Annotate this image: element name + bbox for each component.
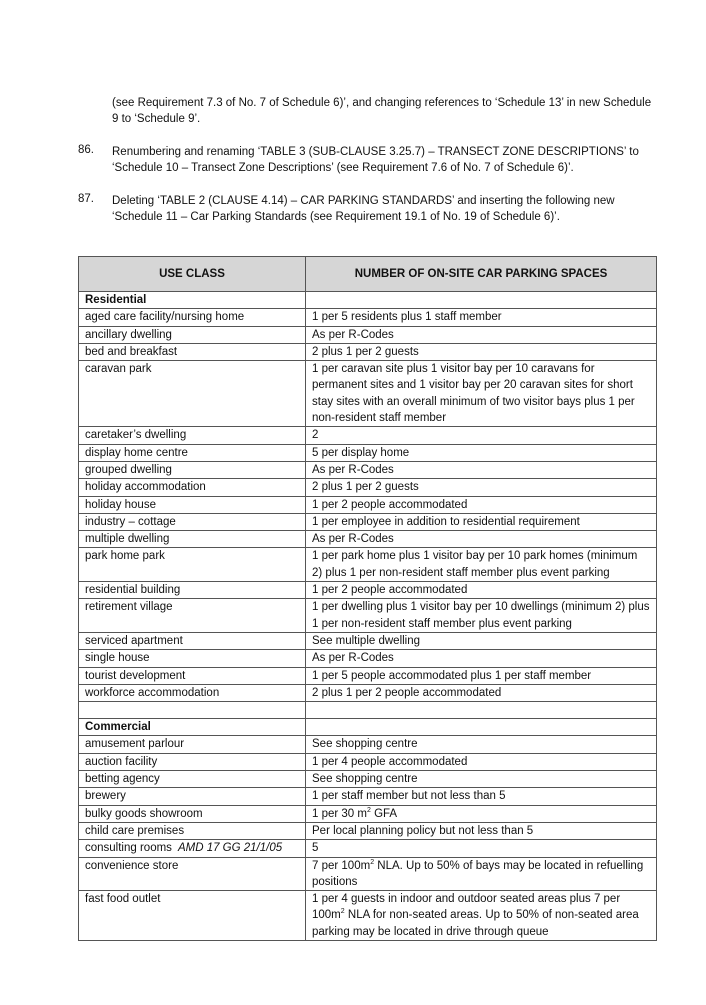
parking-cell: 1 per 5 residents plus 1 staff member: [306, 309, 657, 326]
table-row: [79, 548, 657, 582]
parking-cell: 1 per 4 people accommodated: [306, 753, 657, 770]
use-class-cell: workforce accommodation: [79, 684, 306, 701]
empty-cell: [306, 719, 657, 736]
parking-cell: 2 plus 1 per 2 guests: [306, 343, 657, 360]
use-class-cell: serviced apartment: [79, 632, 306, 649]
use-class-cell: amusement parlour: [79, 736, 306, 753]
table-row: [79, 822, 657, 839]
table-row: [79, 650, 657, 667]
table-row: [79, 343, 657, 360]
parking-cell: 1 per staff member but not less than 5: [306, 788, 657, 805]
parking-cell: 2: [306, 427, 657, 444]
table-row: [79, 684, 657, 701]
parking-cell: Per local planning policy but not less than 5: [306, 822, 657, 839]
table-row: [79, 479, 657, 496]
use-class-cell: display home centre: [79, 444, 306, 461]
table-row: [79, 840, 657, 857]
parking-cell: As per R-Codes: [306, 650, 657, 667]
section-row-residential: [79, 292, 657, 309]
table-row: [79, 736, 657, 753]
use-class-cell: consulting rooms AMD 17 GG 21/1/05: [79, 840, 306, 857]
empty-cell: [306, 292, 657, 309]
header-parking-spaces: NUMBER OF ON-SITE CAR PARKING SPACES: [306, 257, 657, 292]
parking-cell: 1 per 2 people accommodated: [306, 582, 657, 599]
use-class-cell: convenience store: [79, 857, 306, 891]
parking-cell: As per R-Codes: [306, 531, 657, 548]
use-class-cell: single house: [79, 650, 306, 667]
parking-cell: See multiple dwelling: [306, 632, 657, 649]
use-class-cell: caravan park: [79, 361, 306, 427]
section-label: Residential: [79, 292, 306, 309]
use-class-cell: brewery: [79, 788, 306, 805]
use-class-cell: child care premises: [79, 822, 306, 839]
table-row: [79, 805, 657, 822]
use-class-cell: park home park: [79, 548, 306, 582]
use-class-cell: auction facility: [79, 753, 306, 770]
table-row: [79, 444, 657, 461]
table-row: [79, 496, 657, 513]
parking-cell: As per R-Codes: [306, 326, 657, 343]
table-row: [79, 513, 657, 530]
use-class-cell: holiday accommodation: [79, 479, 306, 496]
table-row: [79, 857, 657, 891]
parking-cell: 1 per park home plus 1 visitor bay per 10 park homes (minimum 2) plus 1 per non-resident staff member plus event parking: [306, 548, 657, 582]
table-row: [79, 891, 657, 941]
use-class-cell: residential building: [79, 582, 306, 599]
parking-cell: 1 per 2 people accommodated: [306, 496, 657, 513]
table-row: [79, 753, 657, 770]
parking-cell: 1 per 5 people accommodated plus 1 per staff member: [306, 667, 657, 684]
table-body: [79, 292, 657, 941]
use-class-cell: retirement village: [79, 599, 306, 633]
use-class-cell: grouped dwelling: [79, 461, 306, 478]
parking-cell: 2 plus 1 per 2 guests: [306, 479, 657, 496]
paragraph-continuation: (see Requirement 7.3 of No. 7 of Schedule 6)’, and changing references to ‘Schedule 13’ in new Schedule 9 to ‘Schedule 9’.: [112, 97, 652, 125]
section-row-commercial: [79, 719, 657, 736]
amendment-note: AMD 17 GG 21/1/05: [177, 842, 283, 855]
table-row: [79, 632, 657, 649]
use-class-cell: ancillary dwelling: [79, 326, 306, 343]
parking-cell: 2 plus 1 per 2 people accommodated: [306, 684, 657, 701]
item-number-87: 87.: [78, 193, 94, 205]
use-class-cell: aged care facility/nursing home: [79, 309, 306, 326]
table-row: [79, 582, 657, 599]
table-row: [79, 599, 657, 633]
parking-cell: 1 per employee in addition to residential requirement: [306, 513, 657, 530]
header-use-class: USE CLASS: [79, 257, 306, 292]
paragraph-87: Deleting ‘TABLE 2 (CLAUSE 4.14) – CAR PARKING STANDARDS’ and inserting the following new ‘Schedule 11 – Car Parking Standards (see Requirement 19.1 of No. 19 of Schedule 6)’.: [112, 195, 615, 223]
paragraph-86: Renumbering and renaming ‘TABLE 3 (SUB-CLAUSE 3.25.7) – TRANSECT ZONE DESCRIPTIONS’ to ‘Schedule 10 – Transect Zone Descriptions’ (see Requirement 7.6 of No. 7 of Schedule 6)’.: [112, 146, 639, 174]
use-class-cell: bed and breakfast: [79, 343, 306, 360]
parking-cell: 5 per display home: [306, 444, 657, 461]
table-row: [79, 361, 657, 427]
table-row: [79, 309, 657, 326]
table-row: [79, 531, 657, 548]
section-label: Commercial: [79, 719, 306, 736]
use-class-cell: holiday house: [79, 496, 306, 513]
use-class-cell: industry – cottage: [79, 513, 306, 530]
table-row: [79, 667, 657, 684]
use-class-cell: betting agency: [79, 771, 306, 788]
table-row: [79, 461, 657, 478]
blank-row: [79, 702, 657, 719]
use-class-cell: caretaker’s dwelling: [79, 427, 306, 444]
parking-cell: 5: [306, 840, 657, 857]
parking-cell: 1 per dwelling plus 1 visitor bay per 10 dwellings (minimum 2) plus 1 per non-resident staff member plus event parking: [306, 599, 657, 633]
parking-cell: 1 per 30 $m^2$ GFA: [306, 805, 657, 822]
parking-cell: As per R-Codes: [306, 461, 657, 478]
table-row: [79, 771, 657, 788]
item-number-86: 86.: [78, 144, 94, 156]
use-class-cell: tourist development: [79, 667, 306, 684]
table-header-row: [79, 257, 657, 292]
parking-cell: 1 per 4 guests in indoor and outdoor seated areas plus 7 per $100m^2$ NLA for non-seated areas. Up to 50% of non-seated area parking may be located in drive through queue: [306, 891, 657, 941]
use-class-cell: fast food outlet: [79, 891, 306, 941]
table-row: [79, 326, 657, 343]
parking-cell: See shopping centre: [306, 736, 657, 753]
parking-cell: 7 per $100m^2$ NLA. Up to 50% of bays may be located in refuelling positions: [306, 857, 657, 891]
parking-cell: See shopping centre: [306, 771, 657, 788]
use-class-cell: multiple dwelling: [79, 531, 306, 548]
parking-cell: 1 per caravan site plus 1 visitor bay per 10 caravans for permanent sites and 1 visitor bay per 20 caravan sites for short stay sites with an overall minimum of two visitor bays plus 1 per non-resident staff member: [306, 361, 657, 427]
use-class-cell: bulky goods showroom: [79, 805, 306, 822]
table-row: [79, 427, 657, 444]
table-row: [79, 788, 657, 805]
car-parking-table: [78, 256, 657, 941]
